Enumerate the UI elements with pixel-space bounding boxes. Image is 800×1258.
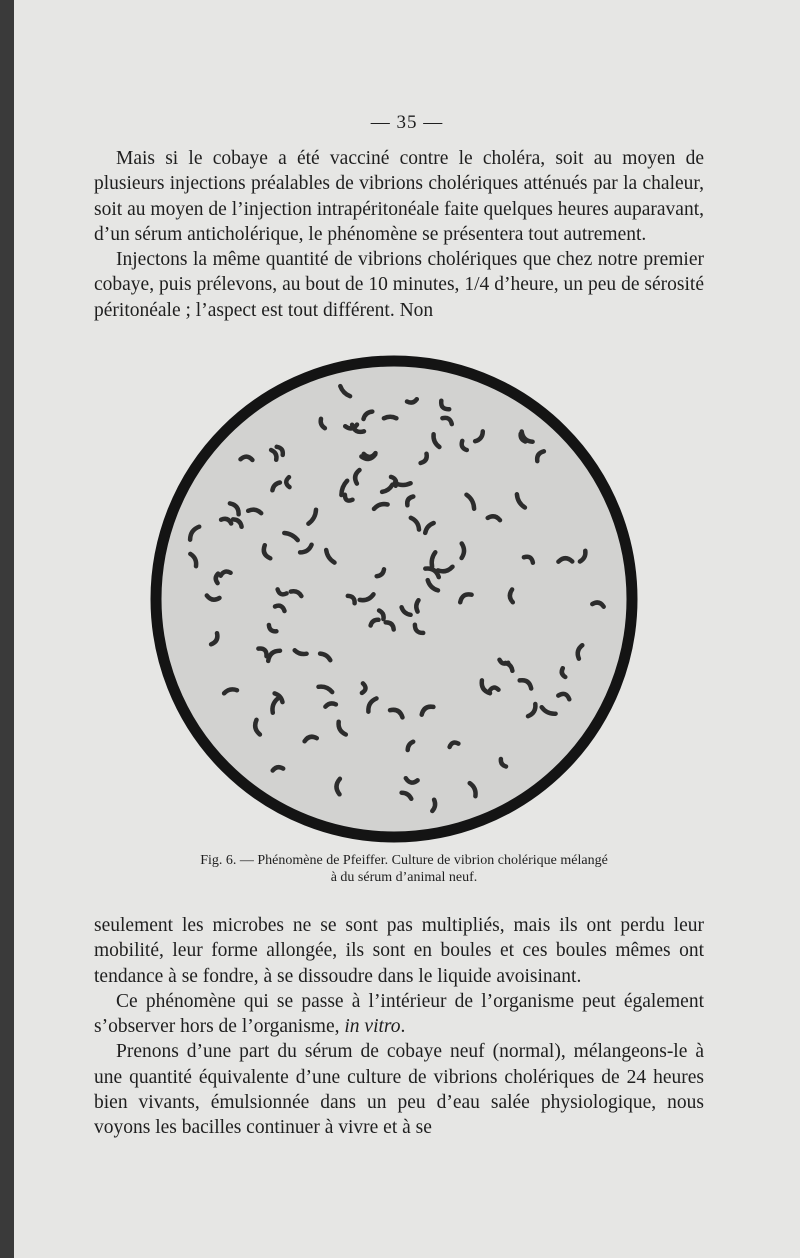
vibrio-bacterium <box>384 417 397 419</box>
book-page <box>14 0 800 1258</box>
figure-caption <box>124 852 684 886</box>
vibrio-bacterium <box>216 574 218 584</box>
vibrio-bacterium <box>395 483 411 485</box>
paragraph-text: Ce phénomène qui se passe à l’intérieur de l’organisme peut également s’observer hors de l’organisme, <box>94 990 704 1038</box>
microscope-figure <box>144 349 644 849</box>
text-block-bottom <box>94 913 704 1141</box>
paragraph: seulement les microbes ne se sont pas multipliés, mais ils ont perdu leur mobilité, leur forme allongée, ils sont en boules et ces boules mêmes ont tendance à se fondre, à se dissoudre dans le liquide avoisinant. <box>94 915 704 987</box>
paragraph-in-vitro <box>94 989 704 1040</box>
caption-line-2: à du sérum d’animal neuf. <box>330 870 478 885</box>
text-block-top <box>94 146 704 323</box>
vibrio-bacterium <box>416 600 418 611</box>
page-number: — 35 — <box>370 112 444 133</box>
caption-line-1: Fig. 6. — Phénomène de Pfeiffer. Culture de vibrion cholérique mélangé <box>200 853 608 868</box>
microscope-field-circle <box>156 361 632 837</box>
paragraph-text: . <box>400 1016 406 1038</box>
paragraph: Prenons d’une part du sérum de cobaye neuf (normal), mélangeons-le à une quantité équivalente d’une culture de vibrions cholériques de 24 heures bien vivants, émulsionnée dans un peu d’eau salée physiologique, nous voyons les bacilles continuer à vivre et à se <box>94 1041 704 1139</box>
vibrio-bacterium <box>462 544 464 559</box>
microscope-field-image <box>144 349 644 849</box>
italic-term: in vitro <box>344 1016 401 1038</box>
paragraph: Mais si le cobaye a été vacciné contre le choléra, soit au moyen de plusieurs injections préalables de vibrions cholériques atténués par la chaleur, soit au moyen de l’injection intrapéritonéale faite quelques heures auparavant, d’un sérum anticholérique, le phénomène se présentera tout autrement. <box>94 148 704 245</box>
paragraph: Injectons la même quantité de vibrions cholériques que chez notre premier cobaye, puis prélevons, au bout de 10 minutes, 1/4 d’heure, un peu de sérosité péritonéale ; l’aspect est tout différent. Non <box>94 249 704 321</box>
